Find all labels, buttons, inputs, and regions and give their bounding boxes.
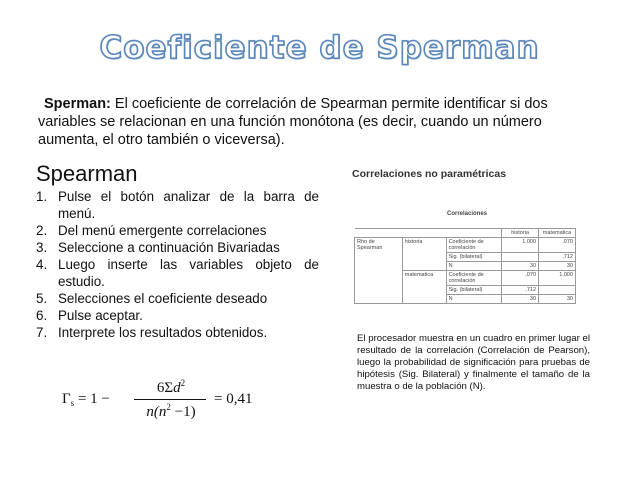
list-item <box>36 290 319 307</box>
steps-list <box>36 188 319 341</box>
spss-output <box>352 168 602 328</box>
intro-text: El coeficiente de correlación de Spearman permite identificar si dos variables se relacionan en una función monótona (es decir, cuando un número aumenta, el otro también o viceversa). <box>38 96 548 148</box>
row-variable: historia <box>402 238 446 271</box>
table-cell: 1,000 <box>502 238 539 253</box>
list-item <box>36 307 319 324</box>
table-cell <box>502 253 539 262</box>
fraction-bar <box>134 399 206 400</box>
intro-lead: Sperman: <box>44 96 111 112</box>
step-text: Interprete los resultados obtenidos. <box>58 325 268 340</box>
table-cell <box>355 229 403 238</box>
intro-paragraph <box>38 95 578 149</box>
list-item <box>36 256 319 290</box>
step-text: Del menú emergente correlaciones <box>58 223 267 238</box>
step-text: Selecciones el coeficiente deseado <box>58 291 268 306</box>
table-header-row <box>355 229 576 238</box>
list-item <box>36 324 319 341</box>
row-stat: Sig. (bilateral) <box>446 253 502 262</box>
table-cell <box>539 286 576 295</box>
table-cell: ,712 <box>502 286 539 295</box>
table-cell <box>446 229 502 238</box>
correlation-table <box>354 228 576 304</box>
row-stat: Coeficiente de correlación <box>446 238 502 253</box>
spearman-formula <box>62 378 262 422</box>
table-cell: 30 <box>502 295 539 304</box>
list-item <box>36 188 319 222</box>
denominator-a: n(n <box>146 404 167 420</box>
formula-lhs-rest: = 1 − <box>74 391 110 407</box>
row-stat: Coeficiente de correlación <box>446 271 502 286</box>
step-number: 4. <box>36 257 48 272</box>
row-group-label: Rho de Spearman <box>355 238 403 304</box>
step-text: Luego inserte las variables objeto de estudio. <box>58 257 319 289</box>
step-number: 6. <box>36 308 48 323</box>
step-text: Pulse aceptar. <box>58 308 143 323</box>
formula-lhs <box>62 391 110 408</box>
explanation-text: El procesador muestra en un cuadro en primer lugar el resultado de la correlación (Correlación de Pearson), luego la probabilidad de significación para pruebas de hipótesis (Sig. Bilateral) y finalmente el tamaño de la muestra o de la población (N). <box>357 333 590 392</box>
row-stat: N <box>446 262 502 271</box>
table-cell <box>402 229 446 238</box>
row-stat: N <box>446 295 502 304</box>
numerator-variable: d <box>173 380 181 396</box>
list-item <box>36 239 319 256</box>
denominator-exponent: 2 <box>166 402 171 412</box>
denominator-b: −1) <box>170 404 196 420</box>
step-number: 2. <box>36 223 48 238</box>
numerator-exponent: 2 <box>180 378 186 388</box>
nonparametric-title: Correlaciones no paramétricas <box>352 168 507 180</box>
formula-denominator <box>126 402 216 421</box>
table-cell: 1,000 <box>539 271 576 286</box>
table-cell: ,070 <box>539 238 576 253</box>
section-heading: Spearman <box>36 161 138 186</box>
step-number: 7. <box>36 325 48 340</box>
formula-numerator <box>136 378 206 397</box>
row-stat: Sig. (bilateral) <box>446 286 502 295</box>
formula-subscript: s <box>70 398 75 408</box>
table-cell: 30 <box>502 262 539 271</box>
step-number: 1. <box>36 189 48 204</box>
table-cell: ,070 <box>502 271 539 286</box>
formula-symbol: Γ <box>62 391 71 407</box>
column-header: matematica <box>539 229 576 238</box>
table-cell: 30 <box>539 262 576 271</box>
step-text: Seleccione a continuación Bivariadas <box>58 240 280 255</box>
formula-result: = 0,41 <box>214 391 253 407</box>
column-header: historia <box>502 229 539 238</box>
step-text: Pulse el botón analizar de la barra de menú. <box>58 189 319 221</box>
table-cell: 30 <box>539 295 576 304</box>
table-caption: Correlaciones <box>446 211 488 217</box>
numerator-prefix: 6Σ <box>156 380 174 396</box>
step-number: 3. <box>36 240 48 255</box>
row-variable: matematica <box>402 271 446 304</box>
table-row <box>355 238 576 253</box>
list-item <box>36 222 319 239</box>
step-number: 5. <box>36 291 48 306</box>
slide-title: Coeficiente de Sperman <box>99 30 540 66</box>
table-cell: ,712 <box>539 253 576 262</box>
